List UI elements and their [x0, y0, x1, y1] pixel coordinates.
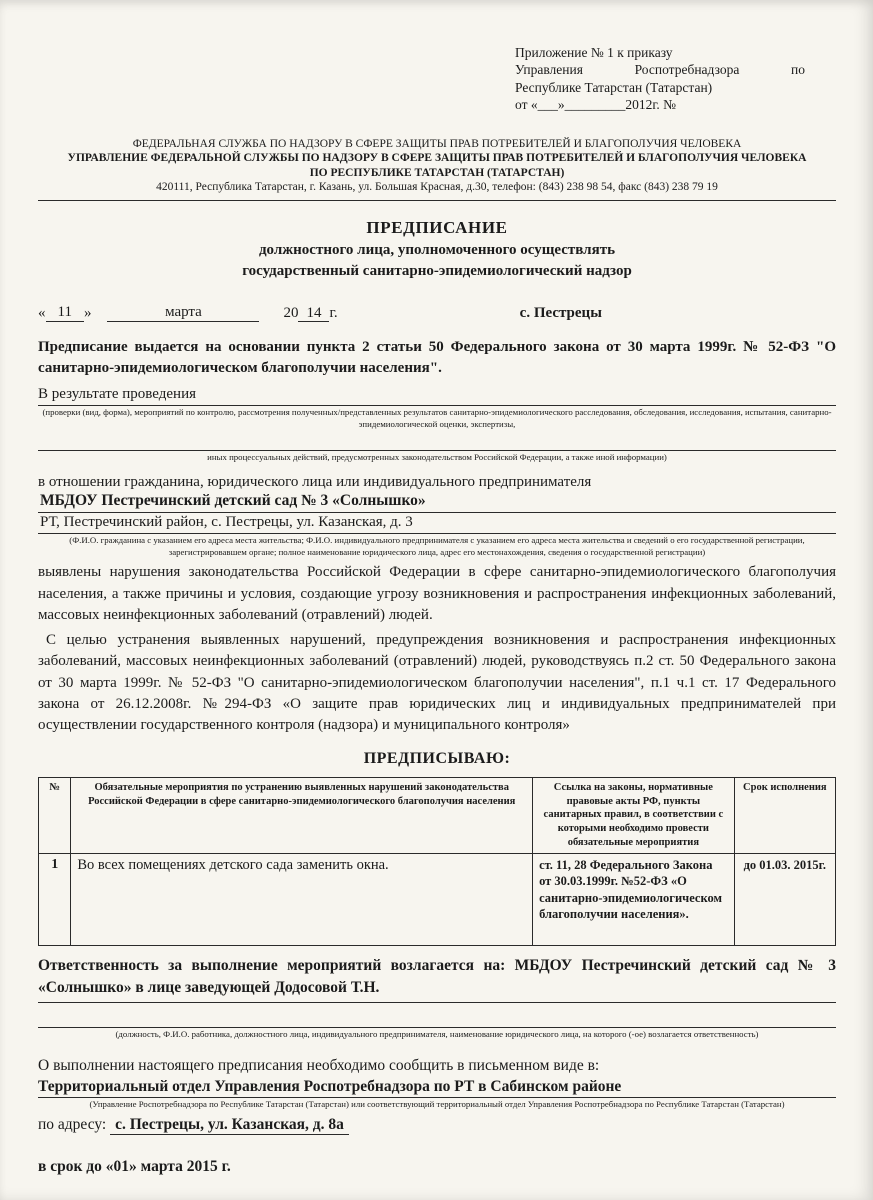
- form-rule-2: [38, 450, 836, 451]
- basis-paragraph: Предписание выдается на основании пункта 2 статьи 50 Федерального закона от 30 марта 1999г. № 52-ФЗ "О санитарно-эпидемиологическом благополучии населения".: [38, 338, 836, 376]
- page-title: ПРЕДПИСАНИЕ: [366, 217, 508, 237]
- responsibility-caption: (должность, Ф.И.О. работника, должностного лица, индивидуального предпринимателя, наименование юридического лица, на которого (-ое) возлагается ответственность): [115, 1028, 759, 1039]
- form-rule-1: [38, 405, 836, 406]
- appendix-line-4: от «___»_________2012г. №: [515, 96, 676, 112]
- orders-table: [38, 777, 836, 946]
- date-line: [38, 304, 836, 322]
- form-caption-1: (проверки (вид, форма), мероприятий по контролю, рассмотрения полученных/представленных результатов санитарно-эпидемиологического расследования, обследования, исследования, испытания, санитарно-эпидемиологической оценки, экспертизы,: [42, 407, 832, 429]
- appendix-line-1: Приложение № 1 к приказу: [515, 45, 673, 60]
- appendix-block: [515, 44, 805, 113]
- address-label: по адресу:: [38, 1115, 107, 1133]
- date-quote-open: «: [38, 304, 46, 321]
- report-office: Территориальный отдел Управления Роспотребнадзора по РТ в Сабинском районе: [38, 1078, 836, 1098]
- date-place: с. Пестрецы: [519, 304, 602, 321]
- cell-measure: Во всех помещениях детского сада заменить окна.: [71, 853, 533, 945]
- org-name: МБДОУ Пестречинский детский сад № 3 «Солнышко»: [38, 491, 836, 513]
- letterhead: [38, 137, 836, 201]
- purpose-paragraph: С целью устранения выявленных нарушений, предупреждения возникновения и распространения инфекционных заболеваний, массовых неинфекционных заболеваний (отравлений) людей, руководствуясь п.2 ст. 50 Федерального закона от 30 марта 1999г. № 52-ФЗ "О санитарно-эпидемиологическом благополучии населения", п.1 ч.1 ст. 17 Федерального закона от 26.12.2008г. №294-ФЗ «О защите прав юридических лиц и индивидуальных предпринимателей при осуществлении государственного контроля (надзора) и муниципального контроля»: [38, 632, 836, 734]
- cell-legal: ст. 11, 28 Федерального Закона от 30.03.1999г. №52-ФЗ «О санитарно-эпидемиологическом благополучии населения».: [533, 853, 735, 945]
- date-month: марта: [107, 304, 259, 322]
- form-caption-2: иных процессуальных действий, предусмотренных законодательством Российской Федерации, а также иной информации): [207, 452, 667, 462]
- result-intro: В результате проведения: [38, 386, 196, 403]
- report-intro: О выполнении настоящего предписания необходимо сообщить в письменном виде в:: [38, 1057, 600, 1075]
- cell-num: 1: [39, 853, 71, 945]
- table-row: [39, 853, 836, 945]
- appendix-line-2: Управления Роспотребнадзора по: [515, 62, 805, 78]
- page-subtitle-2: государственный санитарно-эпидемиологический надзор: [242, 262, 632, 279]
- appendix-line-3: Республике Татарстан (Татарстан): [515, 79, 713, 95]
- letterhead-service-line: ФЕДЕРАЛЬНАЯ СЛУЖБА ПО НАДЗОРУ В СФЕРЕ ЗАЩИТЫ ПРАВ ПОТРЕБИТЕЛЕЙ И БЛАГОПОЛУЧИЯ ЧЕЛОВЕКА: [132, 138, 742, 151]
- report-office-caption: (Управление Роспотребнадзора по Республике Татарстан (Татарстан) или соответствующий территориальный отдел Управления Роспотребнадзора по Республике Татарстан (Татарстан): [89, 1099, 785, 1110]
- table-header-num: №: [39, 777, 71, 853]
- table-header-legal: Ссылка на законы, нормативные правовые акты РФ, пункты санитарных правил, в соответствии с которыми необходимо провести обязательные мероприятия: [533, 777, 735, 853]
- form-caption-3: (Ф.И.О. гражданина с указанием его адреса места жительства; Ф.И.О. индивидуального предпринимателя с указанием его адреса места жительства и сведений о его государственной регистрации, зарегистрировавшем органе; полное наименование юридического лица, адрес его местонахождения, сведения о государственной регистрации): [69, 535, 805, 557]
- date-day: 11: [46, 304, 84, 322]
- address-value: с. Пестрецы, ул. Казанская, д. 8а: [110, 1116, 349, 1135]
- regarding-line: в отношении гражданина, юридического лица или индивидуального предпринимателя: [38, 474, 592, 491]
- date-quote-close: »: [83, 304, 92, 321]
- page-subtitle-1: должностного лица, уполномоченного осуществлять: [258, 241, 616, 258]
- table-header-row: [39, 777, 836, 853]
- table-header-deadline: Срок исполнения: [734, 777, 835, 853]
- date-year: 20 14 г.: [283, 304, 338, 321]
- letterhead-region-line: ПО РЕСПУБЛИКЕ ТАТАРСТАН (ТАТАРСТАН): [309, 166, 565, 179]
- findings-paragraph: выявлены нарушения законодательства Российской Федерации в сфере санитарно-эпидемиологического благополучия населения, а также причины и условия, создающие угрозу возникновения и распространения инфекционных заболеваний, массовых неинфекционных заболеваний (отравлений) людей.: [38, 564, 836, 623]
- responsibility-paragraph: Ответственность за выполнение мероприятий возлагается на: МБДОУ Пестречинский детский сад № 3 «Солнышко» в лице заведующей Додосовой Т.Н.: [38, 955, 836, 1003]
- letterhead-office-line: УПРАВЛЕНИЕ ФЕДЕРАЛЬНОЙ СЛУЖБЫ ПО НАДЗОРУ В СФЕРЕ ЗАЩИТЫ ПРАВ ПОТРЕБИТЕЛЕЙ И БЛАГОПОЛУЧИЯ ЧЕЛОВЕКА: [67, 152, 807, 165]
- table-header-measures: Обязательные мероприятия по устранению выявленных нарушений законодательства Российской Федерации в сфере санитарно-эпидемиологического благополучия населения: [71, 777, 533, 853]
- deadline-line: в срок до «01» марта 2015 г.: [38, 1157, 231, 1175]
- org-address: РТ, Пестречинский район, с. Пестрецы, ул. Казанская, д. 3: [38, 513, 836, 534]
- letterhead-address-line: 420111, Республика Татарстан, г. Казань, ул. Большая Красная, д.30, телефон: (843) 238 98 54, факс (843) 238 79 19: [156, 181, 718, 194]
- address-line: [38, 1116, 836, 1134]
- form-rule-3: [38, 1027, 836, 1028]
- order-heading: ПРЕДПИСЫВАЮ:: [363, 749, 511, 767]
- cell-deadline: до 01.03. 2015г.: [734, 853, 835, 945]
